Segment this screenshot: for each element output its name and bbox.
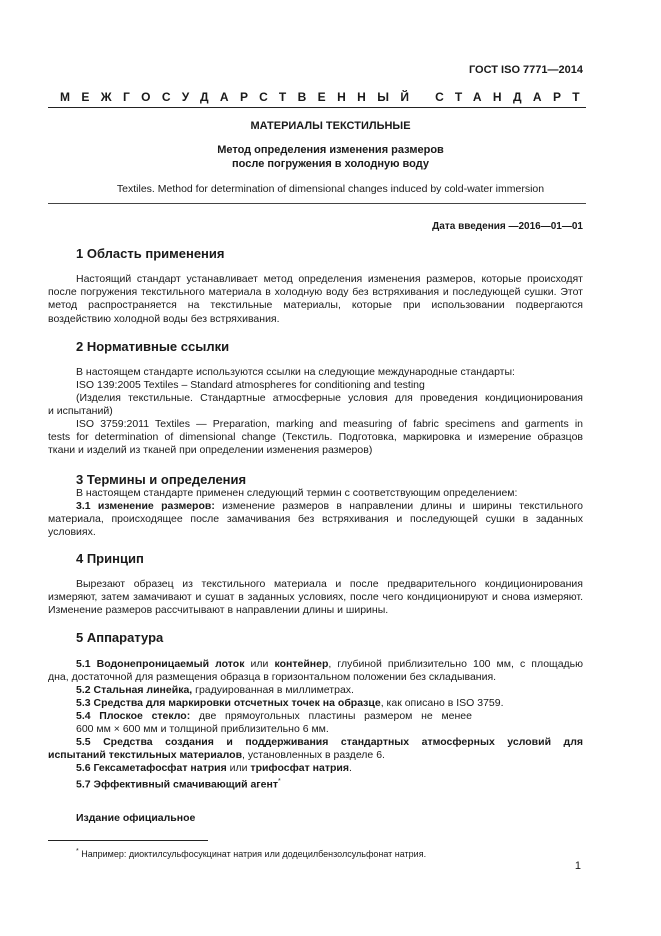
footnote-reference: * — [278, 778, 281, 785]
item-5-4-line-1: 5.4 Плоское стекло: две прямоугольных пластины размером не менее — [76, 710, 472, 722]
section-4-text: Вырезают образец из текстильного материала и после предварительного кондиционирования измеряют, затем замачивают и сушат в заданных условиях, после чего кондиционируют и снова измеряют. Изменение размеров рассчитывают в направлении длины и ширины. — [48, 578, 583, 617]
document-code: ГОСТ ISO 7771—2014 — [468, 64, 583, 76]
english-title: Textiles. Method for determination of dimensional changes induced by cold-water immersion — [116, 183, 545, 195]
section-2-heading: 2 Нормативные ссылки — [76, 339, 230, 354]
subtitle-line-2: после погружения в холодную воду — [232, 158, 429, 170]
official-edition-label: Издание официальное — [76, 812, 196, 824]
item-5-1-line-2: дна, достаточной для размещения образца в горизонтальном положении без складывания. — [48, 671, 497, 683]
footnote-mark: * — [76, 848, 79, 855]
header-rule — [48, 107, 586, 108]
section-3-definition-line-1: 3.1 изменение размеров: изменение размеров в направлении длины и ширины текстильного — [76, 500, 583, 512]
footnote-text: Например: диоктилсульфосукцинат натрия или додецилбензолсульфонат натрия. — [78, 849, 427, 859]
section-2-line-1: В настоящем стандарте используются ссылки на следующие международные стандарты: — [76, 366, 515, 378]
interstate-standard-banner: МЕЖГОСУДАРСТВЕННЫЙ СТАНДАРТ — [60, 90, 591, 104]
item-5-6: 5.6 Гексаметафосфат натрия или трифосфат натрия. — [76, 762, 352, 774]
item-5-4-line-2: 600 мм × 600 мм и толщиной приблизительно 6 мм. — [76, 723, 329, 735]
title-rule — [48, 203, 586, 204]
document-title: МАТЕРИАЛЫ ТЕКСТИЛЬНЫЕ — [250, 120, 411, 132]
section-2-line-7: ткани и изделий из тканей при определении изменения размеров) — [48, 444, 373, 456]
section-3-definition-line-2: материала, происходящее после замачивания без встряхивания и последующей сушки в заданных — [48, 513, 583, 525]
section-2-line-2: ISO 139:2005 Textiles – Standard atmospheres for conditioning and testing — [76, 379, 425, 391]
section-2-line-3: (Изделия текстильные. Стандартные атмосферные условия для проведения кондиционирования — [76, 392, 583, 404]
footnote — [76, 848, 426, 859]
term-3-1: 3.1 изменение размеров: — [76, 500, 215, 512]
item-5-3: 5.3 Средства для маркировки отсчетных точек на образце, как описано в ISO 3759. — [76, 697, 504, 709]
introduction-date: Дата введения —2016—01—01 — [432, 221, 583, 232]
footnote-rule — [48, 840, 208, 841]
item-5-2: 5.2 Стальная линейка, градуированная в миллиметрах. — [76, 684, 354, 696]
page-number: 1 — [574, 860, 581, 872]
section-1-text: Настоящий стандарт устанавливает метод определения изменения размеров, которые происходят после погружения текстильного материала в холодную воду без встряхивания и последующей сушки. Этот метод распространяется на текстильные материалы, которые при использовании подвергаются воздействию холодной воды без встряхивания. — [48, 273, 583, 325]
item-5-1-line-1: 5.1 Водонепроницаемый лоток или контейнер, глубиной приблизительно 100 мм, с площадью — [76, 658, 584, 670]
section-1-heading: 1 Область применения — [76, 246, 225, 261]
item-5-7: 5.7 Эффективный смачивающий агент* — [76, 778, 281, 791]
section-2-line-4: и испытаний) — [48, 405, 113, 417]
section-3-line-1: В настоящем стандарте применен следующий термин с соответствующим определением: — [76, 487, 518, 499]
section-3-heading: 3 Термины и определения — [76, 472, 247, 487]
item-5-5-line-2: испытаний текстильных материалов, установленных в разделе 6. — [48, 749, 385, 761]
section-2-line-5: ISO 3759:2011 Textiles — Preparation, marking and measuring of fabric specimens and garments in — [76, 418, 583, 430]
document-subtitle — [0, 143, 661, 171]
section-2-line-6: tests for determination of dimensional change (Текстиль. Подготовка, маркировка и измерение образцов — [48, 431, 583, 443]
section-5-heading: 5 Аппаратура — [76, 630, 164, 645]
item-5-5-line-1: 5.5 Средства создания и поддерживания стандартных атмосферных условий для — [76, 736, 583, 748]
section-4-heading: 4 Принцип — [76, 551, 144, 566]
section-3-definition-line-3: условиях. — [48, 526, 96, 538]
subtitle-line-1: Метод определения изменения размеров — [217, 144, 444, 156]
